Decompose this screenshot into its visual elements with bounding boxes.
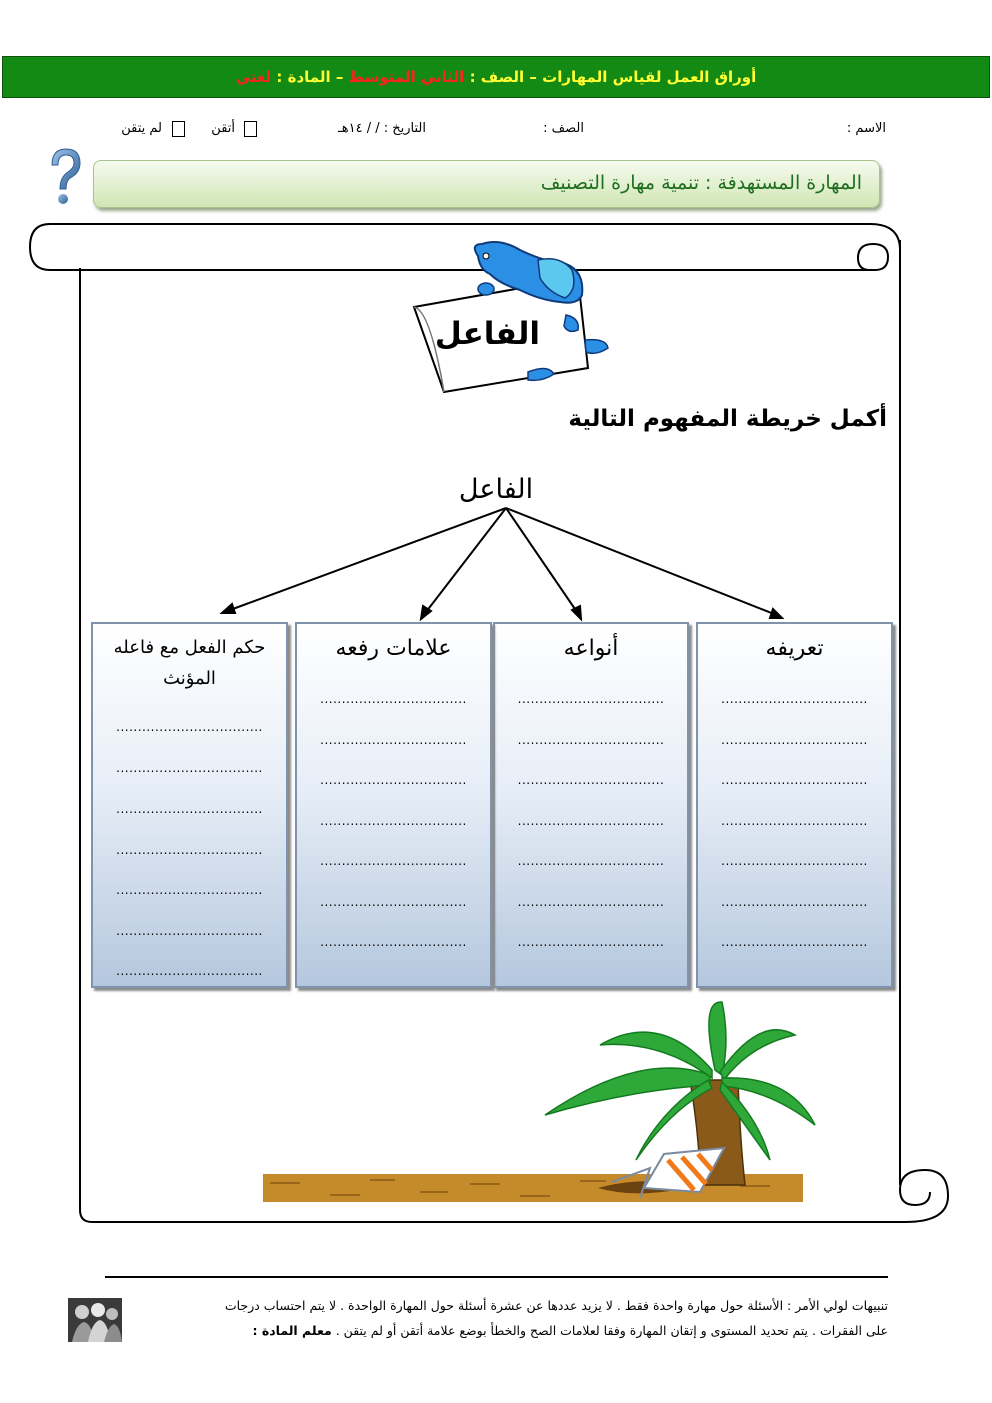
not-mastered-label: لم يتقن <box>121 121 162 136</box>
answer-line[interactable]: .................................. <box>517 733 665 747</box>
header-part2: – المادة : <box>276 68 344 86</box>
concept-root: الفاعل <box>458 474 534 505</box>
answer-line[interactable]: .................................. <box>116 843 263 857</box>
answer-line[interactable]: .................................. <box>116 924 263 938</box>
answer-line[interactable]: .................................. <box>517 935 665 949</box>
answer-line[interactable]: .................................. <box>116 761 263 775</box>
parents-icon <box>68 1298 122 1342</box>
column-title-line1: حكم الفعل مع فاعله <box>113 637 266 658</box>
answer-line[interactable]: .................................. <box>721 733 868 747</box>
column-verb-agreement <box>91 622 288 988</box>
palm-tree-illustration <box>263 1002 815 1202</box>
answer-line[interactable]: .................................. <box>721 773 868 787</box>
answer-line[interactable]: .................................. <box>517 854 665 868</box>
column-title <box>93 624 286 694</box>
date-label: التاريخ : / / ١٤هـ <box>337 121 426 136</box>
answer-line[interactable]: .................................. <box>721 814 868 828</box>
footer-divider <box>105 1276 888 1278</box>
skill-label: المهارة المستهدفة : <box>705 172 862 194</box>
footer-note-line1: تنبيهات لولي الأمر : الأسئلة حول مهارة واحدة فقط . لا يزيد عددها عن عشرة أسئلة حول المهارة الواحدة . لا يتم احتساب درجات <box>224 1298 888 1313</box>
answer-line[interactable]: .................................. <box>517 895 665 909</box>
answer-line[interactable]: .................................. <box>320 854 467 868</box>
column-case-markers <box>295 622 492 988</box>
header-subject: لغتي <box>235 68 272 86</box>
answer-line[interactable]: .................................. <box>517 814 665 828</box>
answer-line[interactable]: .................................. <box>320 773 467 787</box>
answer-line[interactable]: .................................. <box>320 733 467 747</box>
footer-note-text: على الفقرات . يتم تحديد المستوى و إتقان المهارة وفقا لعلامات الصح والخطأ بوضع علامة أتقن أو لم يتقن . <box>335 1323 888 1338</box>
answer-line[interactable]: .................................. <box>116 802 263 816</box>
column-title: أنواعه <box>563 636 619 661</box>
answer-line[interactable]: .................................. <box>116 964 263 978</box>
skill-value: تنمية مهارة التصنيف <box>540 172 699 194</box>
column-title-line2: المؤنث <box>163 668 216 689</box>
answer-line[interactable]: .................................. <box>721 935 868 949</box>
answer-line[interactable]: .................................. <box>721 692 868 706</box>
answer-line[interactable]: .................................. <box>721 854 868 868</box>
lesson-title: الفاعل <box>434 316 540 352</box>
mastered-label: أتقن <box>211 121 235 136</box>
column-title: علامات رفعه <box>335 636 452 661</box>
column-title: تعريفه <box>765 636 824 661</box>
answer-line[interactable]: .................................. <box>320 692 467 706</box>
class-label: الصف : <box>543 121 584 136</box>
answer-line[interactable]: .................................. <box>320 935 467 949</box>
answer-line[interactable]: .................................. <box>116 883 263 897</box>
concept-map-arrows <box>222 508 782 619</box>
header-grade: الثاني المتوسط <box>348 68 465 86</box>
answer-line[interactable]: .................................. <box>320 814 467 828</box>
name-label: الاسم : <box>846 121 886 136</box>
footer-note-line2 <box>253 1323 889 1338</box>
answer-line[interactable]: .................................. <box>116 720 263 734</box>
column-definition <box>696 622 893 988</box>
instruction: أكمل خريطة المفهوم التالية <box>568 406 887 432</box>
column-types <box>493 622 689 988</box>
answer-line[interactable]: .................................. <box>721 895 868 909</box>
answer-line[interactable]: .................................. <box>320 895 467 909</box>
header-part1: أوراق العمل لقياس المهارات – الصف : <box>469 68 757 86</box>
answer-line[interactable]: .................................. <box>517 692 665 706</box>
teacher-label: معلم المادة : <box>252 1323 332 1338</box>
answer-line[interactable]: .................................. <box>517 773 665 787</box>
